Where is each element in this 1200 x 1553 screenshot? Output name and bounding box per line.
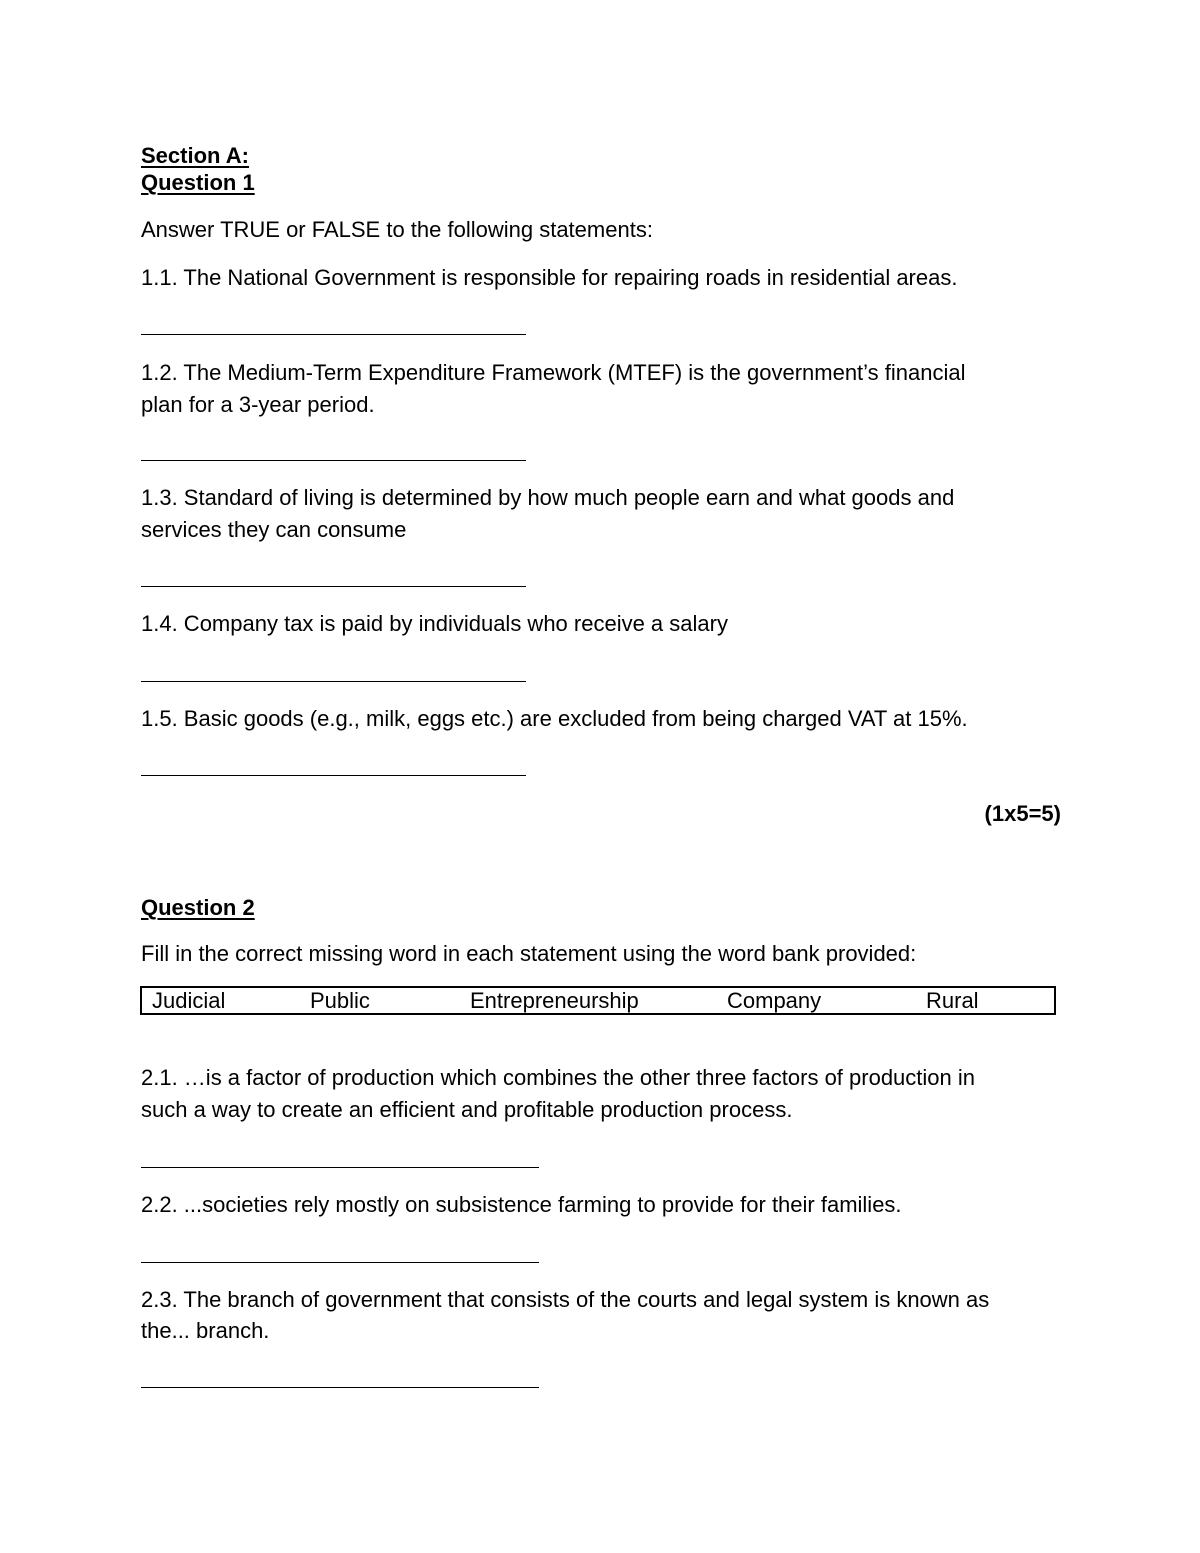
answer-line-2-1[interactable]	[141, 1167, 539, 1168]
question-2-2-text: 2.2. ...societies rely mostly on subsistence farming to provide for their families.	[141, 1192, 902, 1217]
word-bank	[140, 986, 1056, 1015]
answer-line-2-3[interactable]	[141, 1387, 539, 1388]
question-1-2-text-line2: plan for a 3-year period.	[141, 392, 375, 417]
answer-line-1-4[interactable]	[141, 681, 526, 682]
question-2-instruction: Fill in the correct missing word in each statement using the word bank provided:	[141, 941, 917, 966]
question-2-3-text-line2: the... branch.	[141, 1318, 270, 1343]
question-1-5-text: 1.5. Basic goods (e.g., milk, eggs etc.) are excluded from being charged VAT at 15%.	[141, 706, 968, 731]
answer-line-1-3[interactable]	[141, 586, 526, 587]
question-1-2-text-line1: 1.2. The Medium-Term Expenditure Framework (MTEF) is the government’s financial	[141, 360, 966, 385]
question-2-1-text-line1: 2.1. …is a factor of production which combines the other three factors of production in	[141, 1065, 976, 1090]
word-bank-item: Public	[310, 988, 370, 1013]
word-bank-item: Entrepreneurship	[470, 988, 639, 1013]
answer-line-2-2[interactable]	[141, 1262, 539, 1263]
answer-line-1-5[interactable]	[141, 775, 526, 776]
question-2-1-text-line2: such a way to create an efficient and profitable production process.	[141, 1097, 793, 1122]
question-1-marks: (1x5=5)	[984, 801, 1061, 826]
question-1-1-text: 1.1. The National Government is responsible for repairing roads in residential areas.	[141, 265, 958, 290]
question-1-3-text-line2: services they can consume	[141, 517, 407, 542]
question-1-title: Question 1	[141, 170, 255, 195]
section-title: Section A:	[141, 143, 249, 168]
question-1-4-text: 1.4. Company tax is paid by individuals who receive a salary	[141, 611, 728, 636]
question-2-title: Question 2	[141, 895, 255, 920]
answer-line-1-2[interactable]	[141, 460, 526, 461]
question-1-instruction: Answer TRUE or FALSE to the following statements:	[141, 217, 653, 242]
question-1-3-text-line1: 1.3. Standard of living is determined by how much people earn and what goods and	[141, 485, 955, 510]
answer-line-1-1[interactable]	[141, 334, 526, 335]
word-bank-item: Company	[727, 988, 822, 1013]
word-bank-item: Rural	[926, 988, 979, 1013]
question-2-3-text-line1: 2.3. The branch of government that consists of the courts and legal system is known as	[141, 1287, 990, 1312]
word-bank-item: Judicial	[152, 988, 226, 1013]
